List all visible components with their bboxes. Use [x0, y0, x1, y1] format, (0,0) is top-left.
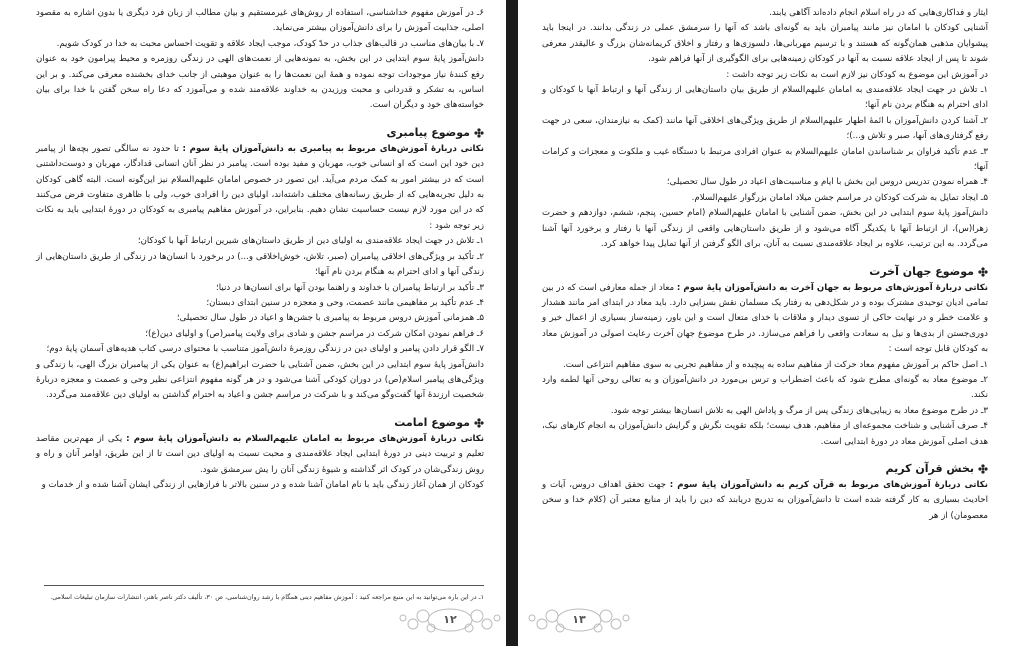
flower-ornament-icon	[978, 267, 988, 277]
paragraph: آشنایی کودکان با امامان نیز مانند پیامبران باید به گونه‌ای باشد که آنها را سرمشق عملی در زندگی بدانند. در اینجا باید پیشوایان مذهبی همان‌گونه که هستند و با ترسیم مهربانی‌ها، دلسوزی‌ها و رفتار و اخلاق کریمانه‌شان بزرگ و عالیقدر معرفی شوند تا پس از ایجاد علاقه نسبت به آنها در کودکان زمینه‌هایی برای الگوگیری از آنها فراهم شود.	[542, 23, 988, 65]
paragraph: معاد از جمله معارفی است که در بین تمامی ادیان توحیدی مشترک بوده و در شکل‌دهی به رفتار یک مسلمان نقش بسزایی دارد. باید معاد در ابتدای امر مانند هشدار و علامت خطر و در نهایت حاکی از تسوی دیدار و ملاقات با خدای متعال است و این باور، زمینه‌ساز بسیاری از اعمال خیر و دوری‌جستن از بدی‌ها و نیل به سعادت واقعی را فراهم می‌سازد. در طرح موضوع جهان آخرت رعایت اصولی در آموزش معاد به کودکان قابل توجه است :	[542, 282, 988, 355]
section-subhead: نکاتی دربارهٔ آموزش‌های مربوط به پیامبری به دانش‌آموزان پایهٔ سوم :	[182, 143, 485, 154]
paragraph: دانش‌آموز پایهٔ سوم ابتدایی در این بخش، ضمن آشنایی با امامان علیهم‌السلام (امام حسین، پنجم، ششم، دوازدهم و حضرت زهرا(س)، از ارتباط آنها با یکدیگر آگاه می‌شود و از طریق داستان‌هایی واقعی از زندگی آنها با رفتار و برخورد آنها آشنا می‌گردد. به این ترتیب، علاوه بر ایجاد علاقه‌مندی نسبت به آنان، برای الگو گرفتن از آنها تمایل پیدا خواهد کرد.	[542, 208, 988, 250]
right-page-text	[542, 6, 988, 524]
right-page	[518, 0, 1024, 646]
footnote-divider	[44, 585, 484, 586]
section-subhead: نکاتی دربارهٔ آموزش‌های مربوط به امامان علیهم‌السلام به دانش‌آموزان پایهٔ سوم :	[126, 433, 484, 444]
section-heading: بخش قرآن کریم	[542, 460, 988, 478]
book-gutter	[506, 0, 518, 646]
paragraph: کودکان از همان آغاز زندگی باید با نام امامان آشنا شده و در سنین بالاتر با فرازهایی از زندگی ایشان آشنا شده و از خدمات و	[41, 479, 484, 490]
left-page	[0, 0, 506, 646]
list-item: ۱ـ تلاش در جهت ایجاد علاقه‌مندی به امامان علیهم‌السلام از طریق بیان داستان‌هایی از زندگی آنها و ارتباط آنها با کودکان و ادای احترام به هنگام بردن نام آنها؛	[542, 85, 988, 111]
list-item: ۴ـ صرف آشنایی و شناخت مجموعه‌ای از مفاهیم، هدف نیست؛ بلکه تقویت نگرش و گرایش دانش‌آموزان به انجام کارهای نیک، هدف اصلی آموزش معاد در دورهٔ ابتدایی است.	[542, 421, 988, 447]
paragraph: دانش‌آموز پایهٔ سوم ابتدایی در این بخش، به نمونه‌هایی از نعمت‌های الهی در زندگی روزمره و محیط پیرامون خود به عنوان رفع کنندهٔ نیاز موجودات توجه نموده و همهٔ این نعمت‌ها را به عنوان موهبتی از جانب خدای بخشنده معرفی می‌کند. و بر این اساس، به تشکر و قدردانی و محبت ورزیدن به خداوند علاقه‌مند شده و می‌آموزد که دعا راه سخن گفتن با خدا برای بیان خواسته‌های خود و دیگران است.	[36, 54, 484, 111]
list-item: ۲ـ آشنا کردن دانش‌آموزان با ائمهٔ اطهار علیهم‌السلام از طریق ویژگی‌های اخلاقی آنها مانند (کمک به نیازمندان، سعی در جهت رفع گرفتاری‌های آنها، صبر و تلاش و...)؛	[542, 115, 988, 142]
flower-ornament-icon	[474, 418, 484, 428]
list-item: ۳ـ تأکید بر ارتباط پیامبران با خداوند و راهنما بودن آنها برای انسان‌ها در دنیا؛	[216, 282, 484, 293]
list-item: ۵ـ همزمانی آموزش دروس مربوط به پیامبری با جشن‌ها و اعیاد در طول سال تحصیلی؛	[176, 313, 484, 324]
paragraph: ایثار و فداکاری‌هایی که در راه اسلام انجام داده‌اند آگاهی یابند.	[769, 8, 988, 18]
page-number-ornament	[395, 604, 505, 636]
paragraph: ۷ـ با بیان‌های مناسب در قالب‌های جذاب در حدّ کودک، موجب ایجاد علاقه و تقویت احساس محبت به خدا در کودک شویم.	[56, 38, 484, 49]
left-page-text	[36, 6, 484, 493]
paragraph: دانش‌آموز پایهٔ سوم ابتدایی در این بخش، ضمن آشنایی با حضرت ابراهیم(ع) به عنوان یکی از پیامبران بزرگ الهی، با زندگی و ویژگی‌های پیامبر اسلام(ص) در دوران کودکی آشنا می‌شود و در هر گونه مفهوم انتزاعی نظیر وحی و عصمت و معجزه دربارهٔ شخصیت ارزندهٔ آنها گفت‌وگو می‌کند و با شرکت در مراسم جشن و اعیاد به احترام گذاشتن به اولیای دین علاقه‌مند می‌گردد.	[36, 359, 484, 401]
section-subhead: نکاتی دربارهٔ آموزش‌های مربوط به جهان آخرت به دانش‌آموزان پایهٔ سوم :	[676, 282, 989, 293]
paragraph: یکی از مهم‌ترین مقاصد تعلیم و تربیت دینی در دورهٔ ابتدایی ایجاد علاقه‌مندی و محبت نسبت به اولیای دین است تا از این طریق، اوامر آنان و راه و روش زندگی‌شان در کودک اثر گذاشته و شیوهٔ زندگی آنان را یش سرمشق شود.	[36, 433, 484, 475]
page-number: ۱۳	[572, 613, 586, 626]
page-number-ornament	[524, 604, 634, 636]
paragraph: ۶ـ در آموزش مفهوم خداشناسی، استفاده از روش‌های غیرمستقیم و بیان مطالب از زبان فرد دیگری یا بدون اشاره به مقصود اصلی، جذابیت آموزش را برای دانش‌آموزان بیشتر می‌نماید.	[36, 8, 484, 34]
section-heading: موضوع پیامبری	[36, 124, 484, 142]
list-item: ۳ـ در طرح موضوع معاد به زیبایی‌های زندگی پس از مرگ و پاداش الهی به تلاش انسان‌ها بیشتر توجه شود.	[610, 405, 988, 416]
list-item: ۱ـ تلاش در جهت ایجاد علاقه‌مندی به اولیای دین از طریق داستان‌های شیرین ارتباط آنها با کودکان؛	[137, 236, 484, 247]
section-heading: موضوع جهان آخرت	[542, 263, 988, 281]
list-item: ۶ـ فراهم نمودن امکان شرکت در مراسم جشن و شادی برای ولایت پیامبر(ص) و اولیای دین(ع)؛	[145, 328, 484, 339]
list-item: ۵ـ ایجاد تمایل به شرکت کودکان در مراسم جشن میلاد امامان بزرگوار علیهم‌السلام.	[691, 192, 988, 203]
paragraph: تا حدود نه سالگی تصور بچه‌ها از پیامبر دین خود این است که او انسانی خوب، مهربان و مفید بوده است. پیامبر در نظر آنان انسانی قدادگار، مهربان و دوست‌داشتنی است که در بیشتر امور به کمک مردم می‌آید. این تصور در خصوص امامان علیهم‌السلام نیز این‌گونه است. البته گاهی کودکان به دلیل تجربه‌هایی که از طریق رسانه‌های مختلف داشته‌اند، اولیای دین را افرادی خوب، ولی با ظاهری متفاوت فرض می‌کنند که در این مورد لازم نیست حساسیت نشان دهیم. بنابراین، در آموزش مفاهیم پیامبری به کودکان در دورهٔ ابتدایی باید به نکات زیر توجه شود :	[36, 143, 484, 231]
section-heading: موضوع امامت	[36, 414, 484, 432]
section-subhead: نکاتی دربارهٔ آموزش‌های مربوط به قرآن کریم به دانش‌آموزان پایهٔ سوم :	[669, 479, 988, 490]
list-item: ۳ـ عدم تأکید فراوان بر شناساندن امامان علیهم‌السلام به عنوان افرادی مرتبط با دستگاه غیب و ملکوت و معجزات و کرامات آنها؛	[542, 146, 988, 173]
list-item: ۲ـ موضوع معاد به گونه‌ای مطرح شود که باعث اضطراب و ترس بی‌مورد در دانش‌آموزان و به تعالی روحی آنها لطمه وارد نکند.	[542, 374, 988, 401]
flower-ornament-icon	[474, 128, 484, 138]
footnote: ۱ـ در این باره می‌توانید به این منبع مراجعه کنید : آموزش مفاهیم دینی همگام با رشد روان‌شناسی، ص ۳۰، تألیف دکتر ناصر باهنر، انتشارات سازمان تبلیغات اسلامی.	[50, 593, 484, 601]
paragraph: جهت تحقق اهداف دروس، آیات و احادیث بسیاری به کار گرفته شده است تا دانش‌آموزان به تدریج دریابند که دین را باید از منابع معتبر آن (کلام خدا و سخن معصومان) از هر	[542, 479, 988, 521]
list-item: ۴ـ عدم تأکید بر مفاهیمی مانند عصمت، وحی و معجزه در سنین ابتدای دبستان؛	[206, 297, 484, 308]
list-item: ۲ـ تأکید بر ویژگی‌های اخلاقی پیامبران (صبر، تلاش، خوش‌اخلاقی و...) در برخورد با انسان‌ها در زندگی از طریق داستان‌هایی از زندگی آنها و ادای احترام به هنگام بردن نام آنها؛	[36, 251, 484, 278]
paragraph: در آموزش این موضوع به کودکان نیز لازم است به نکات زیر توجه داشت :	[726, 69, 988, 80]
flower-ornament-icon	[978, 464, 988, 474]
list-item: ۷ـ الگو قرار دادن پیامبر و اولیای دین در زندگی روزمرهٔ دانش‌آموز متناسب با محتوای درسی کتاب هدیه‌های آسمان پایهٔ دوم؛	[46, 344, 484, 355]
list-item: ۱ـ اصل حاکم بر آموزش مفهوم معاد حرکت از مفاهیم ساده به پیچیده و از مفاهیم تجربی به سوی مفاهیم انتزاعی است.	[562, 359, 988, 370]
page-number: ۱۲	[443, 613, 457, 626]
list-item: ۴ـ همراه نمودن تدریس دروس این بخش با ایام و مناسبت‌های اعیاد در طول سال تحصیلی؛	[666, 177, 988, 188]
